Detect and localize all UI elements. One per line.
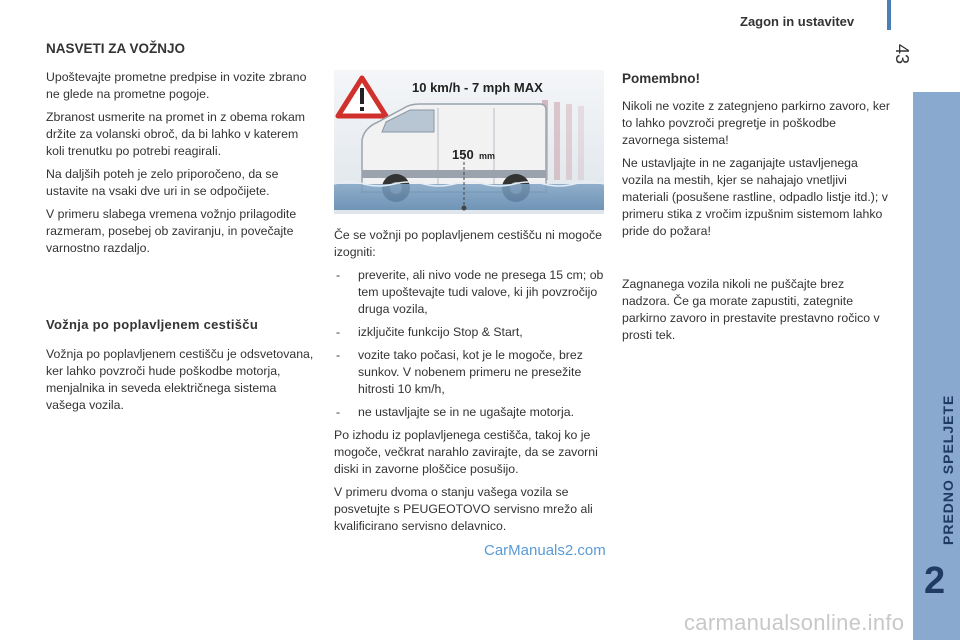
depth-value: 150 bbox=[452, 147, 474, 162]
paragraph: Na daljših poteh je zelo priporočeno, da se ustavite na vsaki dve uri in se odpočijete. bbox=[46, 167, 279, 198]
important-notice bbox=[622, 70, 892, 246]
section-title: Vožnja po poplavljenem cestišču bbox=[46, 317, 259, 332]
page-number: 43 bbox=[892, 44, 912, 65]
paragraph: Upoštevajte prometne predpise in vozite zbrano ne glede na prometne pogoje. bbox=[46, 70, 307, 101]
paragraph: Če se vožnji po poplavljenem cestišču ni mogoče izogniti: bbox=[334, 228, 602, 259]
paragraph: Zbranost usmerite na promet in z obema rokam držite za volanski obroč, da bi lahko v katerem koli trenutku po potrebi reagirali. bbox=[46, 110, 306, 158]
chapter-label: PREDNO SPELJETE bbox=[940, 394, 956, 545]
section-driving-tips bbox=[46, 40, 318, 263]
instruction-list bbox=[334, 267, 606, 421]
flooded-road-instructions bbox=[334, 227, 606, 541]
page-header-title: Zagon in ustavitev bbox=[740, 14, 855, 29]
van-in-water-illustration bbox=[334, 70, 604, 214]
paragraph: Zagnanega vozila nikoli ne puščajte brez nadzora. Če ga morate zapustiti, zategnite parkirno zavoro in prestavite prestavno ročico v prosti tek. bbox=[622, 277, 880, 342]
section-title: NASVETI ZA VOŽNJO bbox=[46, 41, 186, 56]
depth-unit: mm bbox=[479, 151, 496, 161]
section-flooded-road bbox=[46, 316, 318, 414]
list-item: - izključite funkcijo Stop & Start, bbox=[334, 324, 606, 341]
chapter-number: 2 bbox=[924, 560, 946, 602]
water-level bbox=[334, 184, 604, 210]
list-item: - preverite, ali nivo vode ne presega 15 cm; ob tem upoštevajte tudi valove, ki jih povzročijo druga vozila, bbox=[334, 267, 606, 318]
watermark-link[interactable]: CarManuals2.com bbox=[484, 542, 606, 559]
watermark-text: carmanualsonline.info bbox=[684, 610, 905, 635]
paragraph: Po izhodu iz poplavljenega cestišča, takoj ko je mogoče, večkrat narahlo zavirajte, da se zavorni diski in zavorne ploščice posušijo. bbox=[334, 428, 598, 476]
paragraph: Ne ustavljajte in ne zaganjajte ustavljenega vozila na mestih, kjer se nahajajo vnetljivi materiali (posušene rastline, odpadlo listje itd.); v primeru stika z vročim izpušnim sistemom lahko pride do požara! bbox=[622, 156, 888, 238]
chapter-sidebar bbox=[913, 92, 960, 640]
list-item: - ne ustavljajte se in ne ugašajte motorja. bbox=[334, 404, 606, 421]
paragraph: Vožnja po poplavljenem cestišču je odsvetovana, ker lahko povzroči hude poškodbe motorja, menjalnika in seveda električnega sistema vašega vozila. bbox=[46, 347, 314, 412]
paragraph: Nikoli ne vozite z zategnjeno parkirno zavoro, ker to lahko povzroči pregretje in poškodbe zavornega sistema! bbox=[622, 99, 890, 147]
notice-title: Pomembno! bbox=[622, 71, 701, 86]
paragraph: V primeru slabega vremena vožnjo prilagodite razmeram, posebej ob zaviranju, in povečajte varnostno razdaljo. bbox=[46, 207, 297, 255]
flooded-road-illustration bbox=[334, 70, 604, 214]
unattended-vehicle-notice bbox=[622, 276, 892, 344]
list-item: - vozite tako počasi, kot je le mogoče, brez sunkov. V nobenem primeru ne presežite hitrosti 10 km/h, bbox=[334, 347, 606, 398]
speed-limit-label: 10 km/h - 7 mph MAX bbox=[412, 80, 543, 95]
paragraph: V primeru dvoma o stanju vašega vozila se posvetujte s PEUGEOTOVO servisno mrežo ali kvalificirano servisno delavnico. bbox=[334, 485, 593, 533]
header-accent-line bbox=[887, 0, 891, 30]
